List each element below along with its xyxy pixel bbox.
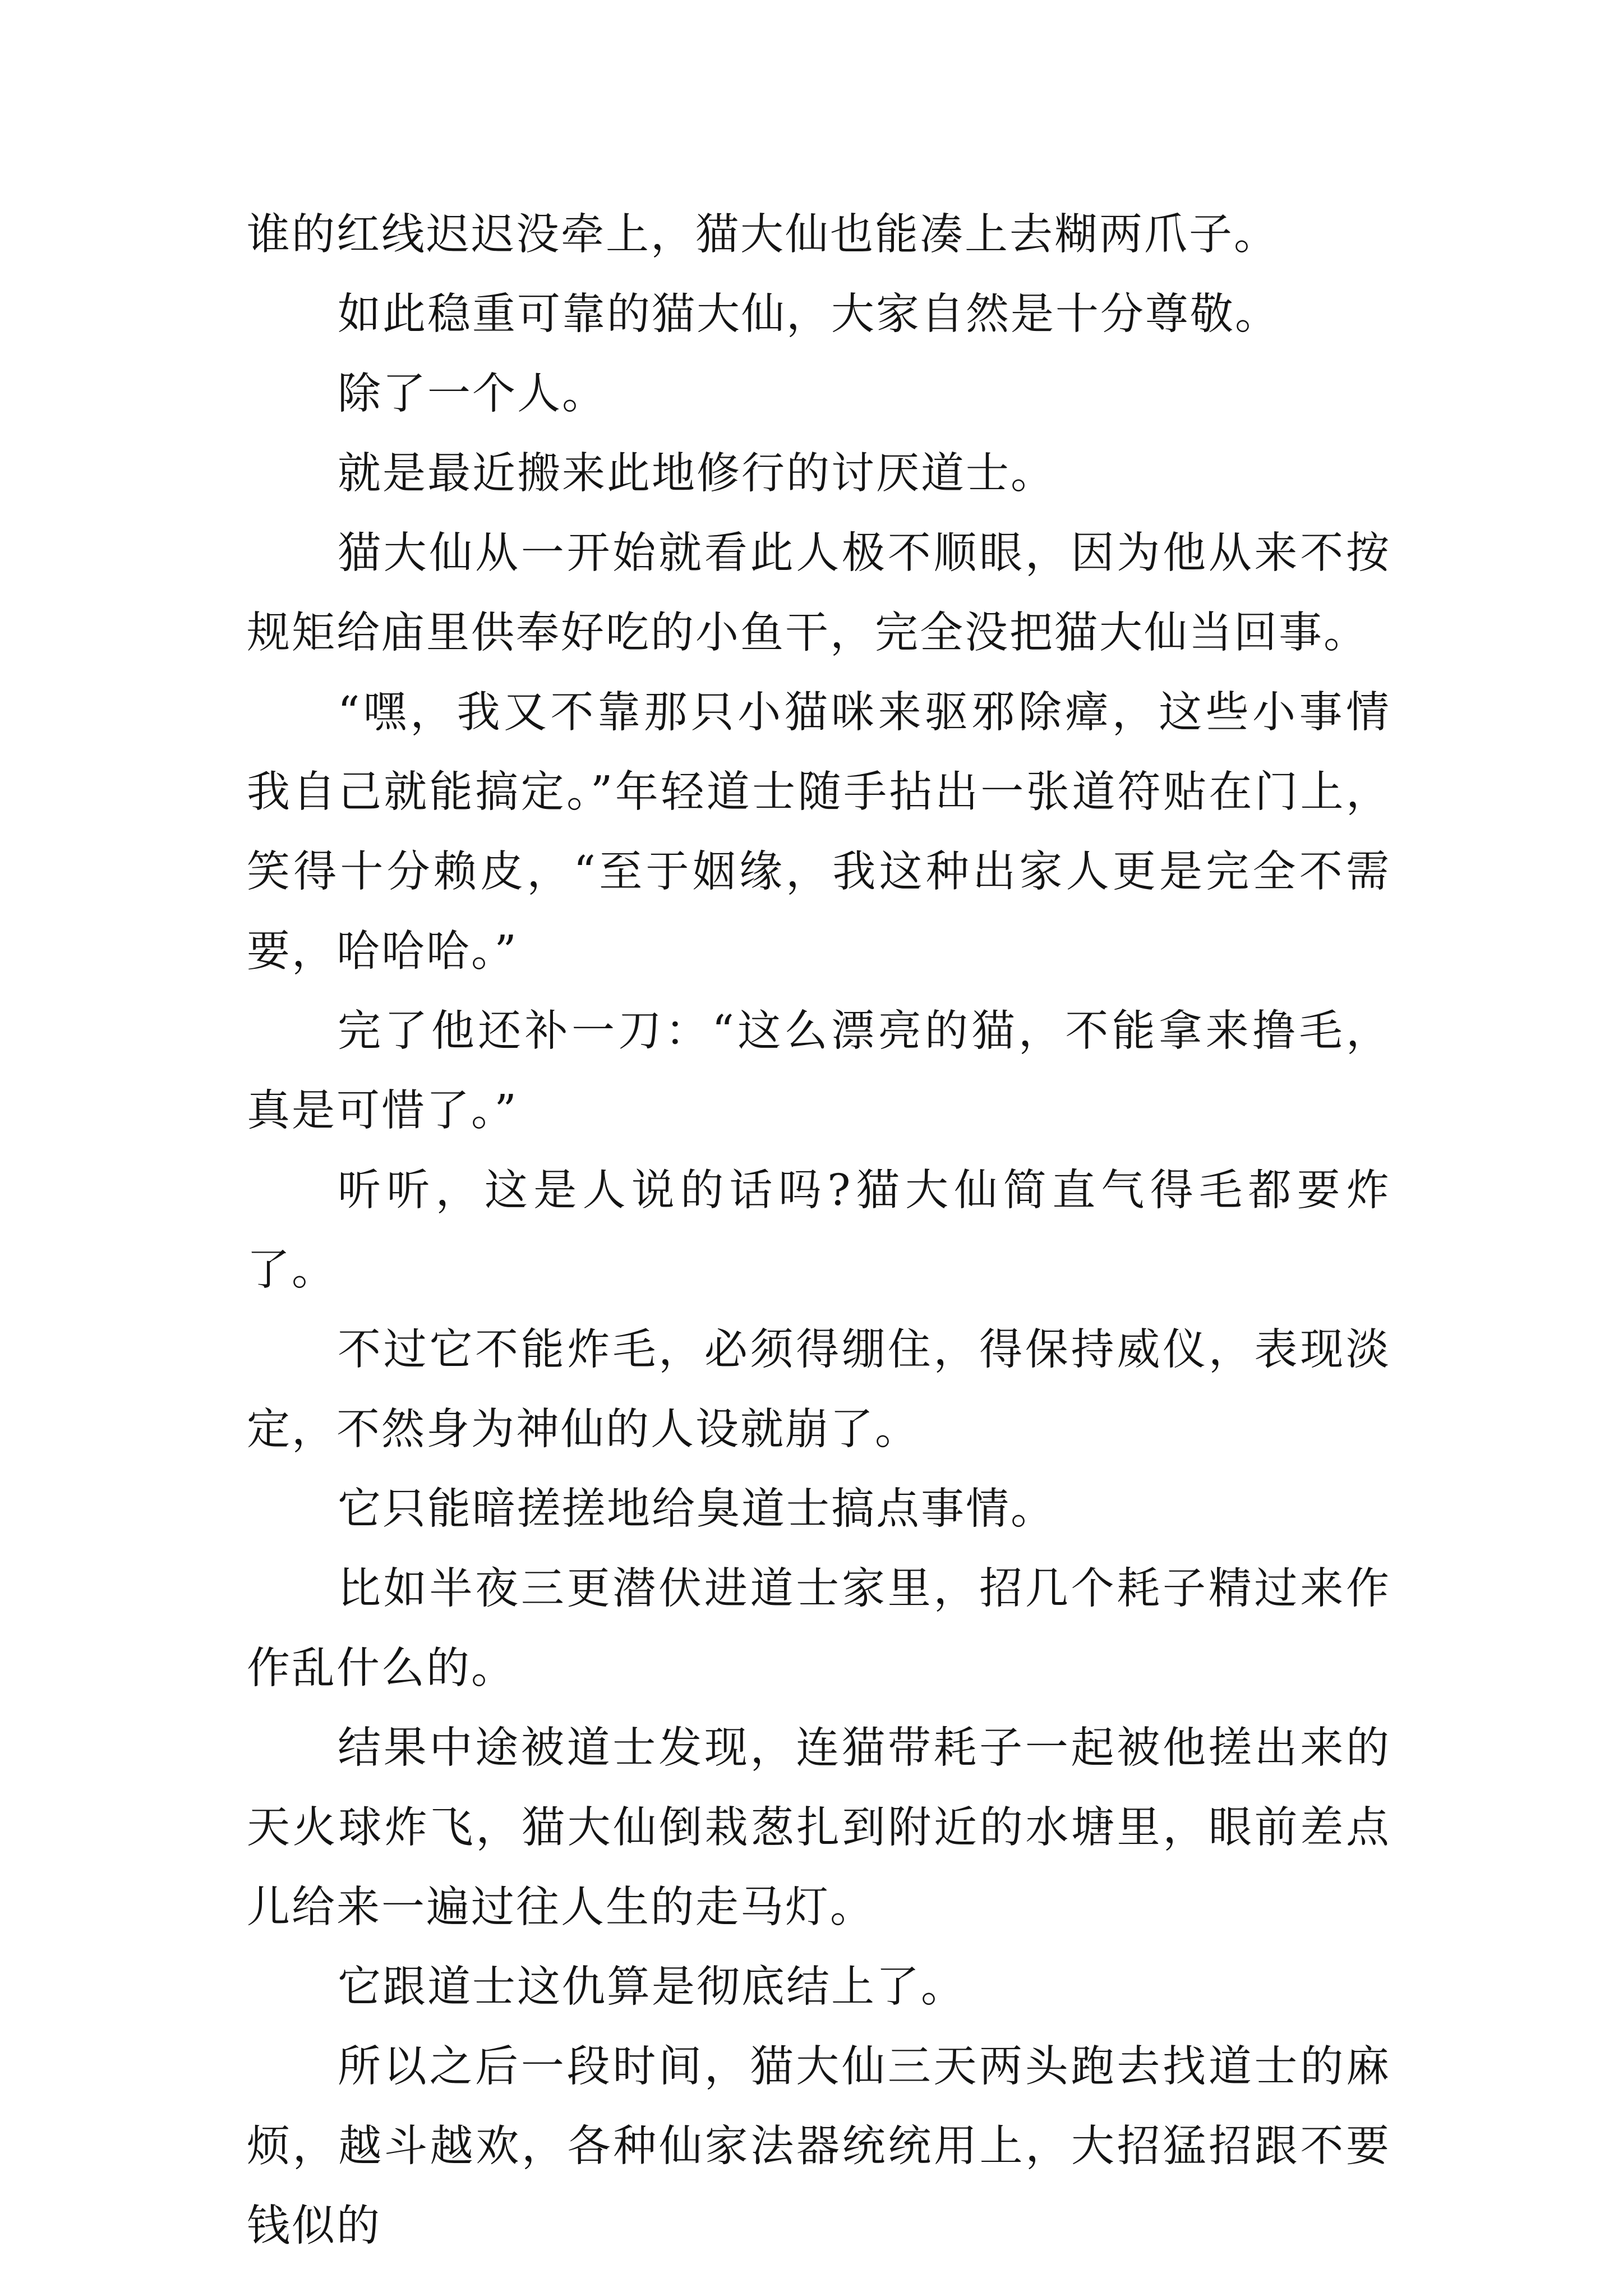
paragraph: 比如半夜三更潜伏进道士家里，招几个耗子精过来作作乱什么的。 — [247, 1564, 1391, 1694]
paragraph: 结果中途被道士发现，连猫带耗子一起被他搓出来的天火球炸飞，猫大仙倒栽葱扎到附近的水塘里，眼前差点儿给来一遍过往人生的走马灯。 — [247, 1723, 1391, 1932]
paragraph-continued: 谁的红线迟迟没牵上，猫大仙也能凑上去糊两爪子。 — [247, 210, 1279, 260]
paragraph: 所以之后一段时间，猫大仙三天两头跑去找道士的麻烦，越斗越欢，各种仙家法器统统用上，大招猛招跟不要钱似的 — [247, 2042, 1391, 2251]
paragraph: 听听，这是人说的话吗?猫大仙简直气得毛都要炸了。 — [247, 1166, 1391, 1295]
paragraph: 它只能暗搓搓地给臭道士搞点事情。 — [338, 1484, 1055, 1534]
text-body — [247, 195, 1391, 2266]
paragraph: 除了一个人。 — [338, 369, 607, 419]
paragraph: “嘿，我又不靠那只小猫咪来驱邪除瘴，这些小事情我自己就能搞定。”年轻道士随手拈出一张道符贴在门上，笑得十分赖皮，“至于姻缘，我这种出家人更是完全不需要，哈哈哈。” — [247, 688, 1391, 977]
paragraph: 完了他还补一刀：“这么漂亮的猫，不能拿来撸毛，真是可惜了。” — [247, 1006, 1391, 1136]
paragraph: 就是最近搬来此地修行的讨厌道士。 — [338, 449, 1055, 499]
paragraph: 猫大仙从一开始就看此人极不顺眼，因为他从来不按规矩给庙里供奉好吃的小鱼干，完全没把猫大仙当回事。 — [247, 528, 1391, 658]
paragraph: 它跟道士这仇算是彻底结上了。 — [338, 1962, 966, 2012]
paragraph: 不过它不能炸毛，必须得绷住，得保持威仪，表现淡定，不然身为神仙的人设就崩了。 — [247, 1325, 1391, 1455]
paragraph: 如此稳重可靠的猫大仙，大家自然是十分尊敬。 — [338, 289, 1280, 339]
